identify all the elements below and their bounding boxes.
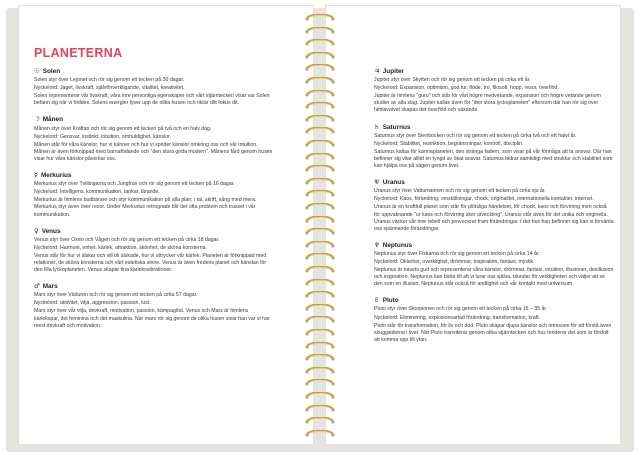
spiral-ring bbox=[296, 253, 344, 263]
planet-name: Neptunus bbox=[382, 241, 413, 249]
spiral-binding bbox=[296, 6, 344, 446]
planet-description: Saturnus kallas för karmaplaneten, den stränga fadern, som visar på vår förmåga att ta ansvar. Där han befinner sig vilar alltid en tyngd av ökat ansvar. Saturnus bidrar samtidigt med struktur och stabilitet som kan hjälpa oss på vägen genom livet. bbox=[374, 148, 613, 170]
planet-heading bbox=[34, 68, 274, 75]
planet-rule-text: Uranus styr över Vattumannen och rör sig genom ett tecken på cirka sju år. bbox=[374, 188, 546, 195]
planet-keywords: Nyckelord: Intelligens, kommunikation, tankar, lärande. bbox=[34, 189, 160, 196]
planet-name: Saturnus bbox=[382, 123, 411, 131]
spiral-ring bbox=[296, 115, 344, 125]
pluto-icon: ♇ bbox=[374, 296, 380, 305]
spiral-ring bbox=[296, 165, 344, 175]
planet-description: Månen står för våra känslor, hur vi känner och hur vi sprider känslor omkring oss och vår intuition. Månen är även förknippad med barnafödande och "den stora goda modern". Månens fård genom husen visar hur våra känslor påverkar oss. bbox=[34, 141, 273, 162]
planet-heading bbox=[374, 68, 614, 75]
planet-rule-text: Jupiter styr över Skytten och rör sig genom ett tecken på cirka ett år. bbox=[374, 77, 531, 84]
spiral-ring bbox=[296, 266, 344, 276]
planet-section-moon bbox=[34, 116, 274, 163]
planet-heading bbox=[374, 179, 614, 186]
planet-name: Uranus bbox=[382, 179, 405, 187]
planet-name: Jupiter bbox=[382, 68, 405, 75]
planet-keywords: Nyckelord: Stabilitet, restriktion, begränsningar, kontroll, disciplin. bbox=[374, 140, 524, 147]
planet-rule-text: Neptunus styr över Fiskarna och rör sig genom ett tecken på cirka 14 år. bbox=[374, 250, 540, 257]
saturn-icon: ♄ bbox=[374, 122, 380, 131]
spiral-ring bbox=[296, 367, 344, 377]
page-title: PLANETERNA bbox=[34, 46, 123, 60]
spiral-ring bbox=[296, 102, 344, 112]
spiral-ring bbox=[296, 52, 344, 62]
planet-keywords: Nyckelord: Eliminering, explosionsartad förändring, transformation, kraft. bbox=[374, 314, 541, 321]
planet-section-neptune bbox=[374, 242, 614, 289]
planet-keywords: Nyckelord: Jaget, livskraft, självförverkligande, vitalitet, kreativitet. bbox=[34, 85, 185, 92]
planet-description: Pluto står för transformation, för liv och död. Pluto skapar djupa känslor och intressen för att förstå även skuggsidorna i livet. När Pluto transiterar genom olika stjärntecken och hus tenderar det som är fördolt att komma upp till ytan. bbox=[374, 322, 612, 343]
spiral-ring bbox=[296, 178, 344, 188]
spiral-ring bbox=[296, 291, 344, 301]
spiral-ring bbox=[296, 354, 344, 364]
left-planet-list bbox=[34, 68, 274, 339]
spiral-ring bbox=[296, 392, 344, 402]
spiral-ring bbox=[296, 14, 344, 24]
planet-description: Solen representerar vår livskraft, våra inre personliga egenskaper och vårt stjärntecken visar var Solen befann sig när vi föddes. Solens energier lyser upp de olika husen och riktar ditt fokus dit. bbox=[34, 93, 270, 107]
planet-name: Merkurius bbox=[40, 172, 72, 180]
planet-keywords: Nyckelord: Kaos, förändring, omställningar, chock, originalitet, internationella kontakter, internet. bbox=[374, 196, 594, 203]
planet-section-saturn bbox=[374, 124, 614, 171]
spiral-ring bbox=[296, 90, 344, 100]
planet-keywords: Nyckelord: Harmoni, enhet, kärlek, attraktion, skönhet, de sköna konsterna. bbox=[34, 244, 208, 251]
spiral-ring bbox=[296, 190, 344, 200]
spiral-ring bbox=[296, 417, 344, 427]
spiral-ring bbox=[296, 228, 344, 238]
planet-section-mercury bbox=[34, 172, 274, 219]
planet-rule-text: Pluto styr över Skorpionen och rör sig genom ett tecken på cirka 15 – 35 år. bbox=[374, 306, 548, 313]
spiral-ring bbox=[296, 279, 344, 289]
planet-heading bbox=[34, 116, 274, 123]
planet-section-sun bbox=[34, 68, 274, 107]
planet-heading bbox=[34, 283, 274, 290]
spiral-ring bbox=[296, 153, 344, 163]
planet-heading bbox=[34, 228, 274, 235]
mercury-icon: ☿ bbox=[34, 171, 38, 180]
spiral-ring bbox=[296, 405, 344, 415]
planet-rule-text: Merkurius styr över Tvillingarna och Jungfrun och rör sig genom ett tecken på 16 dagar. bbox=[34, 181, 235, 188]
spiral-ring bbox=[296, 430, 344, 440]
planet-keywords: Nyckelord: Gensvar, instinkt, intuition, omhuldighet, känslor. bbox=[34, 133, 171, 140]
jupiter-icon: ♃ bbox=[374, 67, 380, 75]
planet-rule-text: Månen styr över Kräftan och rör sig genom ett tecken på två och en halv dag. bbox=[34, 125, 212, 132]
spiral-ring bbox=[296, 379, 344, 389]
planet-section-uranus bbox=[374, 179, 614, 233]
planet-rule-text: Saturnus styr över Stenbocken och rör sig genom ett tecken på cirka två och ett halvt år. bbox=[374, 132, 577, 139]
right-planet-list bbox=[374, 68, 614, 353]
spiral-ring bbox=[296, 39, 344, 49]
planet-rule-text: Venus styr över Oxen och Vågen och rör sig genom ett tecken på cirka 18 dagar. bbox=[34, 236, 220, 243]
planet-rule-text: Mars styr över Väduren och rör sig genom ett tecken på cirka 57 dagar. bbox=[34, 292, 198, 299]
planet-name: Venus bbox=[41, 227, 61, 235]
spiral-ring bbox=[296, 304, 344, 314]
planet-keywords: Nyckelord: Oklarhet, overklighet, drömmar, inspiration, fantasi, mystik. bbox=[374, 258, 535, 265]
spiral-ring bbox=[296, 127, 344, 137]
planet-section-mars bbox=[34, 283, 274, 330]
spiral-ring bbox=[296, 342, 344, 352]
planet-section-jupiter bbox=[374, 68, 614, 115]
planet-heading bbox=[34, 172, 274, 179]
spiral-ring bbox=[296, 316, 344, 326]
planet-description: Neptunus är havets gud och representerar våra känslor, drömmar, fantasi, intuition, illusioner, desillusion och inspiration. Neptunus kan bidra till att vi lurar oss själva, blundar för verkligheten och väljer att se den som en illusion. Neptunus står också för andlighet och vår kontakt med universum. bbox=[374, 267, 614, 288]
planet-rule-text: Solen styr över Lejonet och rör sig genom ett tecken på 30 dagar. bbox=[34, 77, 185, 84]
spiral-ring bbox=[296, 77, 344, 87]
planet-section-pluto bbox=[374, 297, 614, 344]
spiral-ring bbox=[296, 241, 344, 251]
planet-description: Mars styr över vår vilja, drivkraft, motivation, passion, kämpaglöd. Venus och Mars är himlens kärlekspar, det feminina och det maskulina. När mars rör sig genom de olika husen visar han var vi har mest drivkraft och motivation. bbox=[34, 308, 270, 329]
planet-keywords: Nyckelord: Expansion, optimism, god tur, flöde, tro, filosofi, hopp, resor, överflöd. bbox=[374, 85, 559, 92]
spiral-ring bbox=[296, 140, 344, 150]
planet-description: Venus står för hur vi älskar och vill bli älskade, hur vi uttrycker vår kärlek. Planeten är förknippad med relationer, de sköna konsterna och vårt estetiska sinne. Venus är även fredens planet och känslan för den lilla lyckoplaneten. Venus skapar fina kärleksvibrationer. bbox=[34, 252, 267, 274]
spiral-ring bbox=[296, 64, 344, 74]
spiral-ring bbox=[296, 329, 344, 339]
planet-heading bbox=[374, 124, 614, 131]
mars-icon: ♂ bbox=[34, 282, 40, 291]
planet-name: Mars bbox=[42, 283, 58, 291]
spiral-ring bbox=[296, 203, 344, 213]
planet-heading bbox=[374, 242, 614, 249]
planet-description: Jupiter är himlens "guru" och står för vårt högre medvetande, expansion och högre vetande genom studier av alla slag. Jupiter kallas även för "den stora lyckoplaneten" eftersom där han rör sig över himlavalvet skapas det överflöd och växande. bbox=[374, 93, 601, 114]
uranus-icon: ♅ bbox=[374, 178, 380, 187]
planet-section-venus bbox=[34, 228, 274, 275]
spiral-ring bbox=[296, 216, 344, 226]
venus-icon: ♀ bbox=[34, 226, 39, 235]
moon-icon: ☽ bbox=[34, 115, 40, 124]
planet-heading bbox=[374, 297, 614, 304]
planet-description: Uranus är en kraftfull planet som står för plötsliga händelser, för chock, kaos och förvirring men också för uppvaknande "ur kaos och förvirring sker utveckling". Uranus står även för det unika och originella. Uranus väcker vår inre rebell och provocerar fram förändringar. I det hus han befinner sig kan vi förvänta oss spännande förändringar. bbox=[374, 204, 614, 232]
planet-name: Pluto bbox=[382, 297, 399, 305]
sun-icon: ☉ bbox=[34, 67, 40, 75]
planet-description: Merkurius är himlens budbärare och styr kommunikation på alla plan; i tal, skrift, sång med mera. Merkurius styr även över resor. Under Merkurius retrograde blir det ofta problem och trassel i vår kommunikation. bbox=[34, 197, 257, 218]
planet-name: Solen bbox=[42, 68, 61, 75]
planet-name: Månen bbox=[42, 116, 63, 124]
spiral-ring bbox=[296, 27, 344, 37]
planet-keywords: Nyckelord: aktivitet, vilja, aggression, passion, lust. bbox=[34, 300, 151, 307]
neptune-icon: ♆ bbox=[374, 240, 380, 249]
